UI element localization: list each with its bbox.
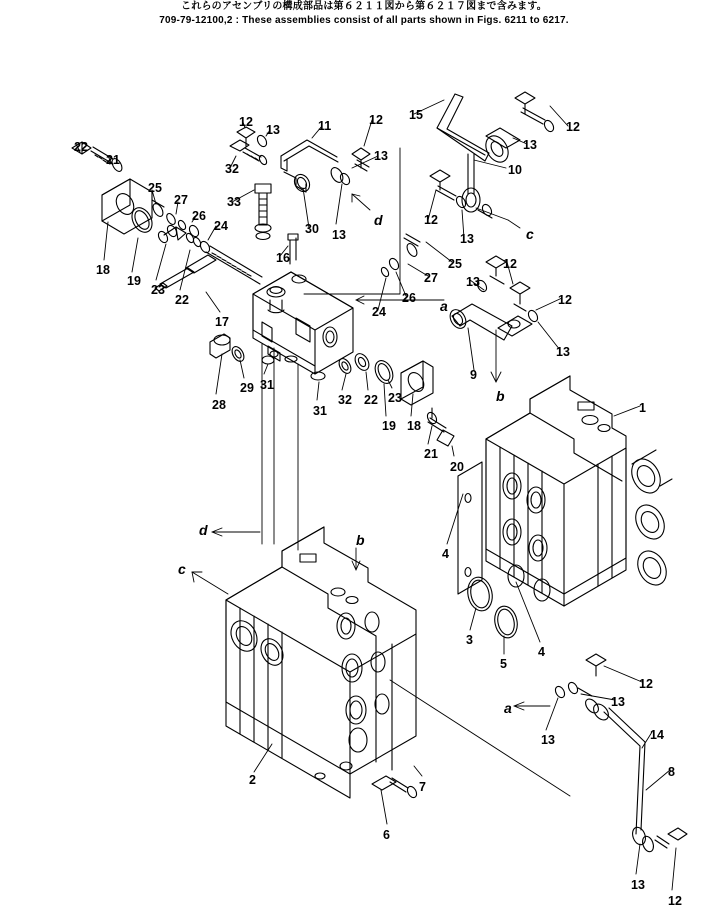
- callout: 11: [318, 119, 332, 133]
- callout: 23: [388, 391, 402, 405]
- part-group-main-valve-left: [226, 527, 419, 799]
- callout: 12: [558, 293, 572, 307]
- callout: 12: [668, 894, 682, 908]
- callout: 25: [148, 181, 162, 195]
- callout: 21: [424, 447, 438, 461]
- callout: 13: [466, 275, 480, 289]
- callout: 33: [227, 195, 241, 209]
- callout: 4: [538, 645, 545, 659]
- callout: 13: [374, 149, 388, 163]
- callout: 12: [639, 677, 653, 691]
- callout: 4: [442, 547, 449, 561]
- callout: 17: [215, 315, 229, 329]
- callout: 15: [409, 108, 423, 122]
- callout: 5: [500, 657, 507, 671]
- callout: 12: [424, 213, 438, 227]
- callout: 6: [383, 828, 390, 842]
- section-mark: a: [440, 298, 448, 314]
- callout: 13: [631, 878, 645, 892]
- callout: 12: [239, 115, 253, 129]
- callout: 13: [332, 228, 346, 242]
- callout: 13: [266, 123, 280, 137]
- callout: 23: [151, 283, 165, 297]
- part-group-center-body: [253, 234, 353, 374]
- callout: 12: [503, 257, 517, 271]
- callout: 22: [175, 293, 189, 307]
- callout: 20: [450, 460, 464, 474]
- callout: 1: [639, 401, 646, 415]
- callout: 2: [249, 773, 256, 787]
- section-mark: d: [374, 212, 383, 228]
- header-line-japanese: これらのアセンブリの構成部品は第６２１１図から第６２１７図まで含みます。: [181, 1, 547, 12]
- callout: 26: [402, 291, 416, 305]
- part-group-main-valve-right: [458, 376, 672, 640]
- callout: 18: [407, 419, 421, 433]
- callout: 30: [305, 222, 319, 236]
- callout: 32: [225, 162, 239, 176]
- callout: 29: [240, 381, 254, 395]
- callout: 13: [523, 138, 537, 152]
- callout: 13: [541, 733, 555, 747]
- part-group-spool-17: [155, 224, 262, 291]
- callout: 13: [611, 695, 625, 709]
- callout: 26: [192, 209, 206, 223]
- callout: 32: [338, 393, 352, 407]
- section-mark: c: [178, 561, 186, 577]
- callout: 16: [276, 251, 290, 265]
- section-mark: a: [504, 700, 512, 716]
- part-group-arm-15: [430, 92, 555, 218]
- callout: 10: [508, 163, 522, 177]
- callout: 22: [74, 140, 88, 154]
- callout: 14: [650, 728, 664, 742]
- header-line-english: 709-79-12100,2 : These assemblies consist of all parts shown in Figs. 6211 to 6217.: [159, 15, 569, 26]
- callout: 21: [106, 153, 120, 167]
- callout: 27: [424, 271, 438, 285]
- section-mark: b: [496, 388, 505, 404]
- callout: 19: [382, 419, 396, 433]
- part-group-pipe-8: [554, 654, 687, 853]
- callout: 13: [556, 345, 570, 359]
- callout: 22: [364, 393, 378, 407]
- callout: 18: [96, 263, 110, 277]
- callout: 25: [448, 257, 462, 271]
- callout: 28: [212, 398, 226, 412]
- callout: 13: [460, 232, 474, 246]
- section-mark: c: [526, 226, 534, 242]
- callout: 8: [668, 765, 675, 779]
- part-group-bolt-12-topleft: [237, 127, 268, 148]
- section-mark: d: [199, 522, 208, 538]
- callout: 12: [369, 113, 383, 127]
- callout: 12: [566, 120, 580, 134]
- callout: 24: [214, 219, 228, 233]
- callout: 9: [470, 368, 477, 382]
- diagram-artwork: [0, 24, 728, 908]
- part-group-bolt-33: [255, 184, 271, 240]
- callout: 31: [313, 404, 327, 418]
- section-mark: b: [356, 532, 365, 548]
- callout: 24: [372, 305, 386, 319]
- callout: 3: [466, 633, 473, 647]
- part-group-tube-11: [281, 140, 370, 194]
- callout: 7: [419, 780, 426, 794]
- callout: 19: [127, 274, 141, 288]
- callout: 27: [174, 193, 188, 207]
- callout: 31: [260, 378, 274, 392]
